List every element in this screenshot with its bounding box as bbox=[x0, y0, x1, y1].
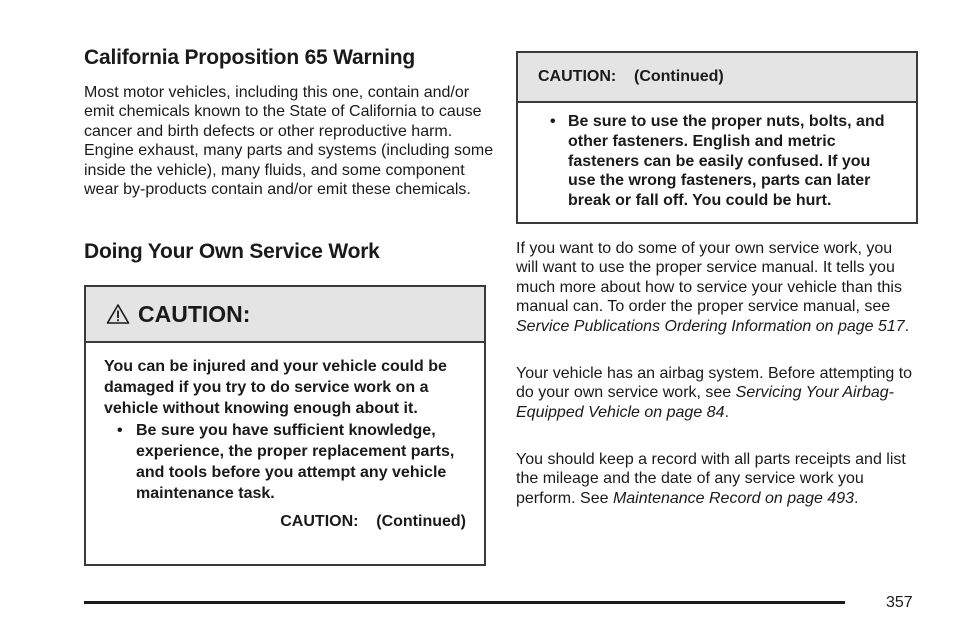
bullet-text: Be sure to use the proper nuts, bolts, and other fasteners. English and metric fasteners can be easily confused. If you use the wrong fasteners, parts can later break or fall off. You could be hurt. bbox=[568, 113, 885, 210]
warning-triangle-icon bbox=[106, 303, 130, 325]
bullet-text: Be sure you have sufficient knowledge, experience, the proper replacement parts, and tools before you attempt any vehicle maintenance task. bbox=[136, 422, 455, 502]
paragraph-end: . bbox=[904, 317, 910, 335]
section-heading-service: Doing Your Own Service Work bbox=[84, 240, 380, 263]
list-item bbox=[536, 112, 898, 211]
paragraph-end: . bbox=[724, 403, 729, 421]
caution-bullet-list bbox=[104, 421, 466, 504]
paragraph-text: If you want to do some of your own service work, you will want to use the proper service manual. It tells you much more about how to service your vehicle than this manual can. To order the proper service manual, see bbox=[516, 240, 902, 316]
caution-box-continued bbox=[516, 51, 918, 224]
cross-reference-link[interactable]: Service Publications Ordering Information on page 517 bbox=[516, 317, 905, 335]
caution-continued-title: CAUTION: (Continued) bbox=[538, 68, 724, 85]
caution-body bbox=[86, 343, 484, 531]
list-item bbox=[104, 421, 466, 504]
service-manual-paragraph bbox=[516, 239, 916, 336]
paragraph-end: . bbox=[854, 489, 859, 507]
page-number: 357 bbox=[886, 594, 913, 611]
airbag-paragraph bbox=[516, 364, 916, 422]
prop65-paragraph: Most motor vehicles, including this one, contain and/or emit chemicals known to the State of California to cause cancer and birth defects or other reproductive harm. Engine exhaust, many parts and systems (including some inside the vehicle), many fluids, and some component wear by-products contain and/or emit these chemicals. bbox=[84, 84, 494, 199]
paragraph-text: Your vehicle has an airbag system. Before attempting to do your own service work, see bbox=[516, 365, 913, 402]
caution-intro: You can be injured and your vehicle could be damaged if you try to do service work on a vehicle without knowing enough about it. bbox=[104, 358, 447, 417]
bullet-icon: • bbox=[550, 113, 556, 130]
caution-title: CAUTION: bbox=[138, 300, 251, 327]
caution-body bbox=[518, 103, 916, 211]
footer-rule bbox=[84, 601, 845, 604]
caution-header bbox=[518, 53, 916, 103]
maintenance-record-paragraph bbox=[516, 450, 916, 508]
cross-reference-link[interactable]: Servicing Your Airbag-Equipped Vehicle on page 84 bbox=[516, 384, 894, 421]
cross-reference-link[interactable]: Maintenance Record on page 493 bbox=[612, 489, 854, 507]
caution-box-service bbox=[84, 285, 486, 566]
caution-header bbox=[86, 287, 484, 343]
bullet-icon: • bbox=[117, 422, 123, 440]
paragraph-text: You should keep a record with all parts receipts and list the mileage and the date of any service work you perform. See bbox=[516, 451, 906, 507]
caution-continued-label: CAUTION: (Continued) bbox=[280, 512, 466, 530]
caution-bullet-list bbox=[536, 112, 898, 211]
section-heading-prop65: California Proposition 65 Warning bbox=[84, 46, 415, 69]
